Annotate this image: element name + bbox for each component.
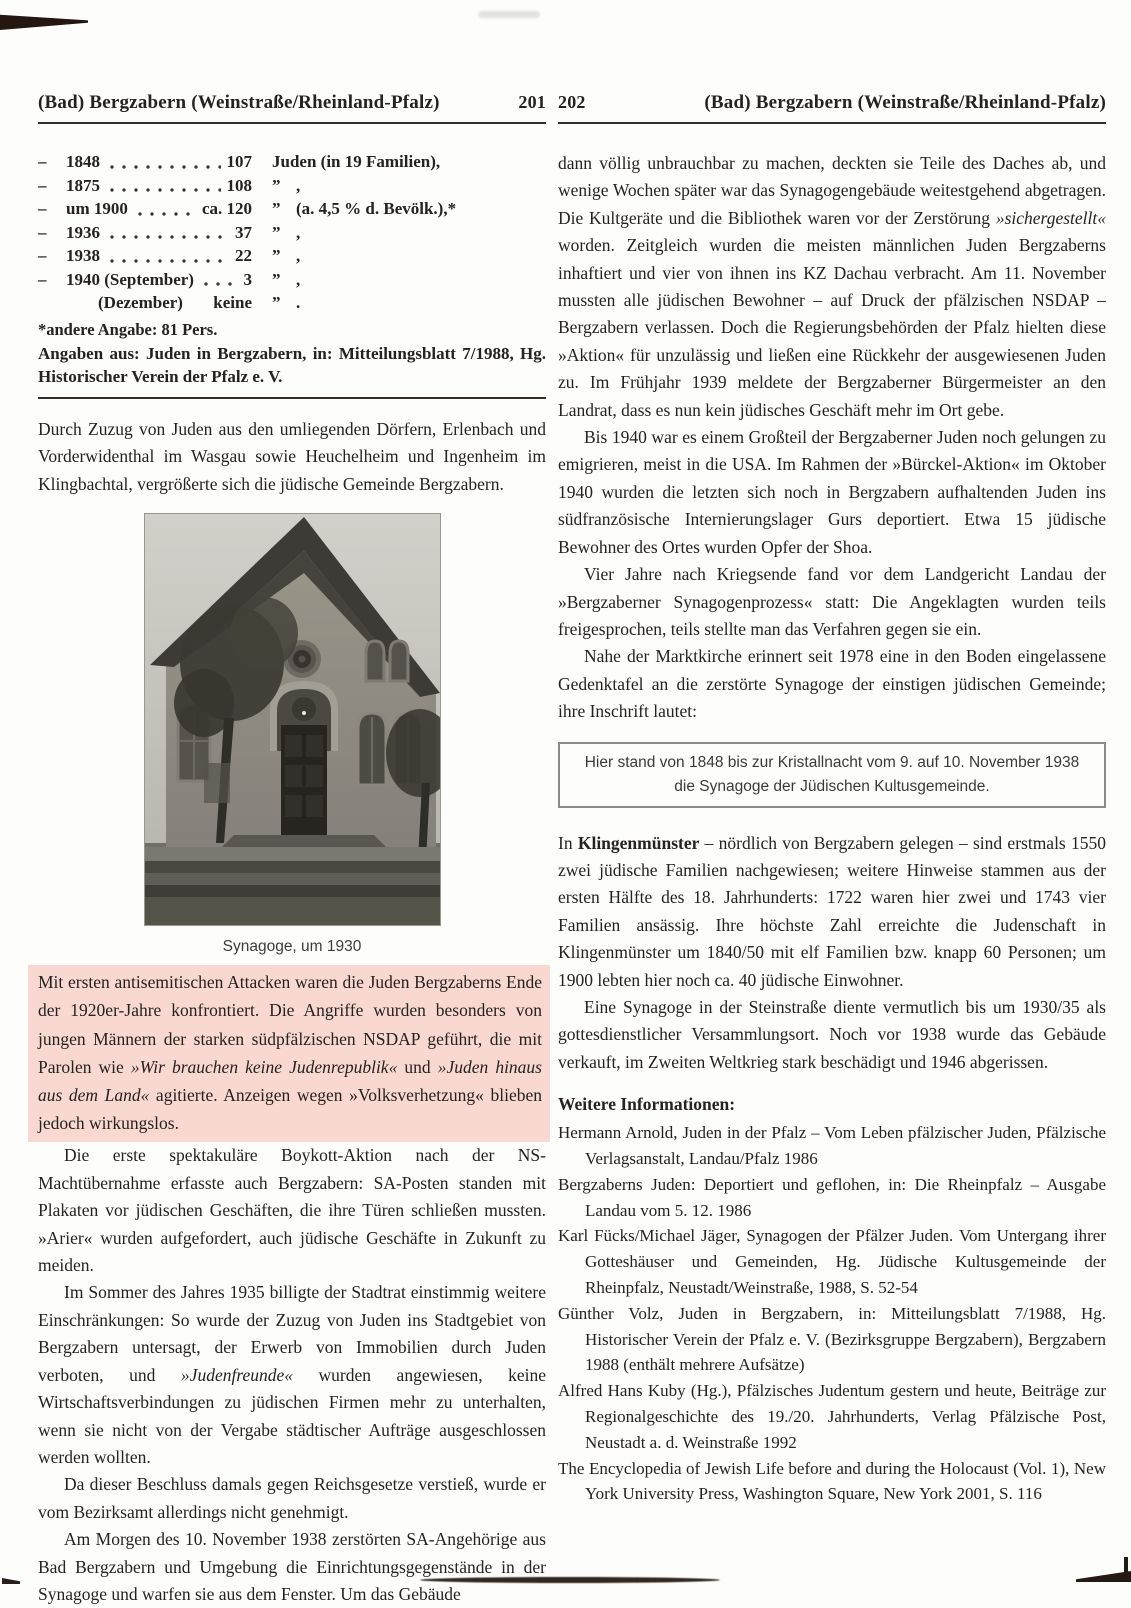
left-page-number: 201 — [518, 92, 546, 112]
stat-note: ” , — [272, 174, 300, 198]
ditto-mark: ” — [272, 199, 281, 218]
right-page-column — [558, 92, 1106, 1507]
dash: – — [38, 152, 47, 171]
paragraph-zerstoerung: dann völlig unbrauchbar zu machen, deckten sie Teile des Daches ab, und wenige Wochen später war das Synagogengebäude weitestgehend abgetragen. Die Kultgeräte und die Bibliothek waren vor der Zerstörung »sichergestellt« worden. Zeitgleich wurden die meisten männlichen Juden Bergzaberns inhaftiert und vier von ihnen ins KZ Dachau verbracht. Am 11. November mussten alle jüdischen Bewohner – auf Druck der pfälzischen NSDAP – Bergzabern verlassen. Doch die Regierungsbehörden der Pfalz hielten diese »Aktion« für unzulässig und ließen eine Rückkehr der ausgewiesenen Juden zu. Im Frühjahr 1939 meldete der Bergzaberner Bürgermeister an den Landrat, dass es nun kein jüdisches Geschäft mehr im Ort gebe. — [558, 153, 1106, 420]
bibliography-item: Alfred Hans Kuby (Hg.), Pfälzisches Judentum gestern und heute, Beiträge zur Regionalgeschichte des 19./20. Jahrhunderts, Verlag Pfälzische Post, Neustadt a. d. Weinstraße 1992 — [558, 1381, 1106, 1452]
dot-leader — [106, 244, 229, 268]
left-header-title: (Bad) Bergzabern (Weinstraße/Rheinland-Pfalz) — [38, 92, 440, 113]
bibliography-item: Hermann Arnold, Juden in der Pfalz – Vom Leben pfälzischer Juden, Pfälzische Verlagsanstalt, Landau/Pfalz 1986 — [558, 1123, 1106, 1168]
right-running-header — [558, 92, 1106, 124]
inscription-line-1: Hier stand von 1848 bis zur Kristallnacht vom 9. auf 10. November 1938 — [584, 753, 1080, 771]
paragraph-sommer: Im Sommer des Jahres 1935 billigte der Stadtrat einstimmig weitere Einschränkungen: So wurde der Zuzug von Juden ins Stadtgebiet von Bergzabern untersagt, der Erwerb von Immobilien durch Juden verboten, und »Judenfreunde« wurden angewiesen, keine Wirtschaftsverbindungen zu jüdischen Firmen mehr zu unterhalten, wenn sie nicht von der Vergabe städtischer Aufträge ausgeschlossen werden wollten. — [38, 1282, 546, 1467]
paragraph-beschluss: Da dieser Beschluss damals gegen Reichsgesetze verstieß, wurde er vom Bezirksamt allerdings nicht genehmigt. — [38, 1474, 546, 1522]
quoted-slogan: »Juden hinaus aus dem Land« — [38, 1056, 542, 1106]
ditto-mark: ” — [272, 269, 281, 289]
stat-row-1938 — [38, 244, 546, 268]
dot-leader — [106, 150, 221, 174]
dash: – — [38, 246, 47, 265]
ditto-mark: ” — [272, 175, 281, 195]
intro-paragraph: Durch Zuzug von Juden aus den umliegenden Dörfern, Erlenbach und Vorderwidenthal im Wasgau sowie Heuchelheim und Ingenheim im Klingbachtal, vergrößerte sich die jüdische Gemeinde Bergzabern. — [38, 419, 546, 494]
right-header-title: (Bad) Bergzabern (Weinstraße/Rheinland-Pfalz) — [704, 92, 1106, 113]
photo-caption: Synagoge, um 1930 — [222, 938, 362, 956]
ditto-mark: ” — [272, 222, 281, 242]
stat-year: 1936 — [66, 222, 100, 242]
memorial-inscription-box — [558, 742, 1106, 808]
stat-value: 22 — [235, 246, 252, 265]
stat-value: 3 — [243, 269, 252, 289]
stat-row-1936 — [38, 221, 546, 245]
dash: – — [38, 222, 47, 242]
stat-row-1848 — [38, 150, 546, 174]
dash: – — [38, 269, 47, 289]
stat-year: 1940 (September) — [66, 269, 194, 289]
stats-footnote: *andere Angabe: 81 Pers. — [38, 319, 218, 339]
stat-note: ” . — [272, 291, 300, 315]
bibliography-item: Karl Fücks/Michael Jäger, Synagogen der Pfälzer Juden. Vom Untergang ihrer Gotteshäuser und Gemeinden, Hg. Jüdische Kultusgemeinde der Rheinpfalz, Neustadt/Weinstraße, 1988, S. 52-54 — [558, 1226, 1106, 1297]
further-information-heading: Weitere Informationen: — [558, 1094, 736, 1115]
dot-leader — [134, 197, 196, 221]
stat-note: Juden (in 19 Familien), — [272, 152, 441, 171]
left-page-column — [38, 92, 546, 1608]
quoted-term: »Judenfreunde« — [180, 1364, 294, 1385]
dot-leader — [106, 221, 229, 245]
scan-mark-bottom-right-tick — [1124, 1557, 1128, 1579]
stat-note: ” (a. 4,5 % d. Bevölk.),* — [272, 197, 456, 221]
right-page-number: 202 — [558, 92, 586, 112]
paragraph-klingenmuenster: In Klingenmünster – nördlich von Bergzabern gelegen – sind erstmals 1550 zwei jüdische Familien nachgewiesen; weitere Hinweise stammen aus der ersten Hälfte des 18. Jahrhunderts: 1722 waren hier zwei und 1743 vier Familien ansässig. Ihre höchste Zahl erreichte die Judenschaft in Klingenmünster um 1840/50 mit elf Familien bzw. knapp 60 Personen; um 1900 lebten hier noch ca. 40 jüdische Einwohner. — [558, 832, 1107, 990]
highlighted-paragraph: Mit ersten antisemitischen Attacken waren die Juden Bergzaberns Ende der 1920er-Jahre konfrontiert. Die Angriffe wurden besonders von jungen Männern der starken südpfälzischen NSDAP geführt, die mit Parolen wie »Wir brauchen keine Judenrepublik« und »Juden hinaus aus dem Land« agitierte. Anzeigen wegen »Volksverhetzung« blieben jedoch wirkungslos. — [28, 965, 550, 1142]
ditto-mark: ” — [272, 293, 281, 312]
stat-note: ” , — [272, 268, 300, 292]
bibliography-item: Bergzaberns Juden: Deportiert und geflohen, in: Die Rheinpfalz – Ausgabe Landau vom 5. 12. 1986 — [558, 1174, 1106, 1220]
ditto-mark: ” — [272, 246, 281, 265]
scan-mark-bottom-right — [1076, 1571, 1131, 1582]
synagogue-photo — [144, 513, 441, 926]
paragraph-emigration: Bis 1940 war es einem Großteil der Bergzaberner Juden noch gelungen zu emigrieren, meist in die USA. Im Rahmen der »Bürckel-Aktion« im Oktober 1940 wurden die letzten sich noch in Bergzabern aufhaltenden Juden ins südfranzösische Internierungslager Gurs deportiert. Etwa 15 jüdische Bewohner des Ortes wurden Opfer der Shoa. — [558, 427, 1106, 557]
dash: – — [38, 175, 47, 195]
dot-leader — [106, 174, 221, 198]
paragraph-prozess: Vier Jahre nach Kriegsende fand vor dem Landgericht Landau der »Bergzaberner Synagogenprozess« statt: Die Angeklagten wurden teils freigesprochen, teils stellte man das Verfahren gegen sie ein. — [558, 564, 1106, 639]
bibliography-item: The Encyclopedia of Jewish Life before and during the Holocaust (Vol. 1), New York University Press, Washington Square, New York 2001, S. 116 — [558, 1458, 1106, 1504]
scan-mark-top-left — [0, 14, 88, 30]
stat-note: ” , — [272, 244, 300, 268]
stat-value: 108 — [226, 175, 252, 195]
paragraph-steinstrasse: Eine Synagoge in der Steinstraße diente vermutlich bis um 1930/35 als gottesdienstlicher Versammlungsort. Noch vor 1938 wurde das Gebäude verkauft, im Zweiten Weltkrieg stark beschädigt und 1946 abgerissen. — [558, 996, 1106, 1072]
synagogue-photo-illustration — [144, 513, 441, 926]
stat-value: ca. 120 — [201, 199, 252, 218]
dash: – — [38, 199, 47, 218]
dash — [38, 291, 66, 315]
dot-leader — [200, 268, 238, 292]
stat-note: ” , — [272, 221, 300, 245]
stat-value: 37 — [235, 222, 252, 242]
quoted-term: »sichergestellt« — [995, 207, 1106, 228]
paragraph-morgen: Am Morgen des 10. November 1938 zerstörten SA-Angehörige aus Bad Bergzabern und Umgebung die Einrichtungsgegenstände in der Synagoge und warfen sie aus dem Fenster. Um das Gebäude — [38, 1529, 546, 1604]
bibliography-item: Günther Volz, Juden in Bergzabern, in: Mitteilungsblatt 7/1988, Hg. Historischer Verein der Pfalz e. V. (Bezirksgruppe Bergzabern), Bergzabern 1988 (enthält mehrere Aufsätze) — [558, 1303, 1106, 1375]
stat-year: 1938 — [66, 246, 100, 265]
stat-year: (Dezember) — [98, 293, 183, 312]
stat-row-1900 — [38, 197, 546, 221]
stat-row-1875 — [38, 174, 546, 198]
stat-row-1940-september — [38, 268, 546, 292]
stat-value: 107 — [226, 152, 252, 171]
stat-value: keine — [213, 293, 252, 312]
paragraph-gedenktafel: Nahe der Marktkirche erinnert seit 1978 eine in den Boden eingelassene Gedenktafel an die zerstörte Synagoge der einstigen jüdischen Gemeinde; ihre Inschrift lautet: — [558, 646, 1106, 722]
dot-leader — [189, 291, 207, 315]
scan-smudge-top — [478, 11, 540, 18]
stat-row-1940-dezember — [38, 291, 546, 315]
place-name-bold: Klingenmünster — [577, 832, 700, 853]
paragraph-boykott: Die erste spektakuläre Boykott-Aktion nach der NS-Machtübernahme erfasste auch Bergzabern: SA-Posten standen mit Plakaten vor jüdischen Geschäften, die ihre Türen schließen mussten. »Arier« wurden aufgefordert, auch jüdische Geschäfte in Zukunft zu meiden. — [38, 1145, 546, 1276]
quoted-slogan: »Wir brauchen keine Judenrepublik« — [130, 1056, 398, 1077]
stat-year: um 1900 — [66, 199, 128, 218]
stats-source: Angaben aus: Juden in Bergzabern, in: Mitteilungsblatt 7/1988, Hg. Historischer Verein der Pfalz e. V. — [38, 344, 546, 386]
population-stats-table — [38, 150, 546, 399]
divider-rule — [38, 397, 546, 399]
stat-year: 1848 — [66, 152, 100, 171]
inscription-line-2: die Synagoge der Jüdischen Kultusgemeinde. — [674, 777, 990, 795]
scan-mark-bottom-left — [2, 1578, 20, 1584]
left-running-header — [38, 92, 546, 124]
stat-year: 1875 — [66, 175, 100, 195]
